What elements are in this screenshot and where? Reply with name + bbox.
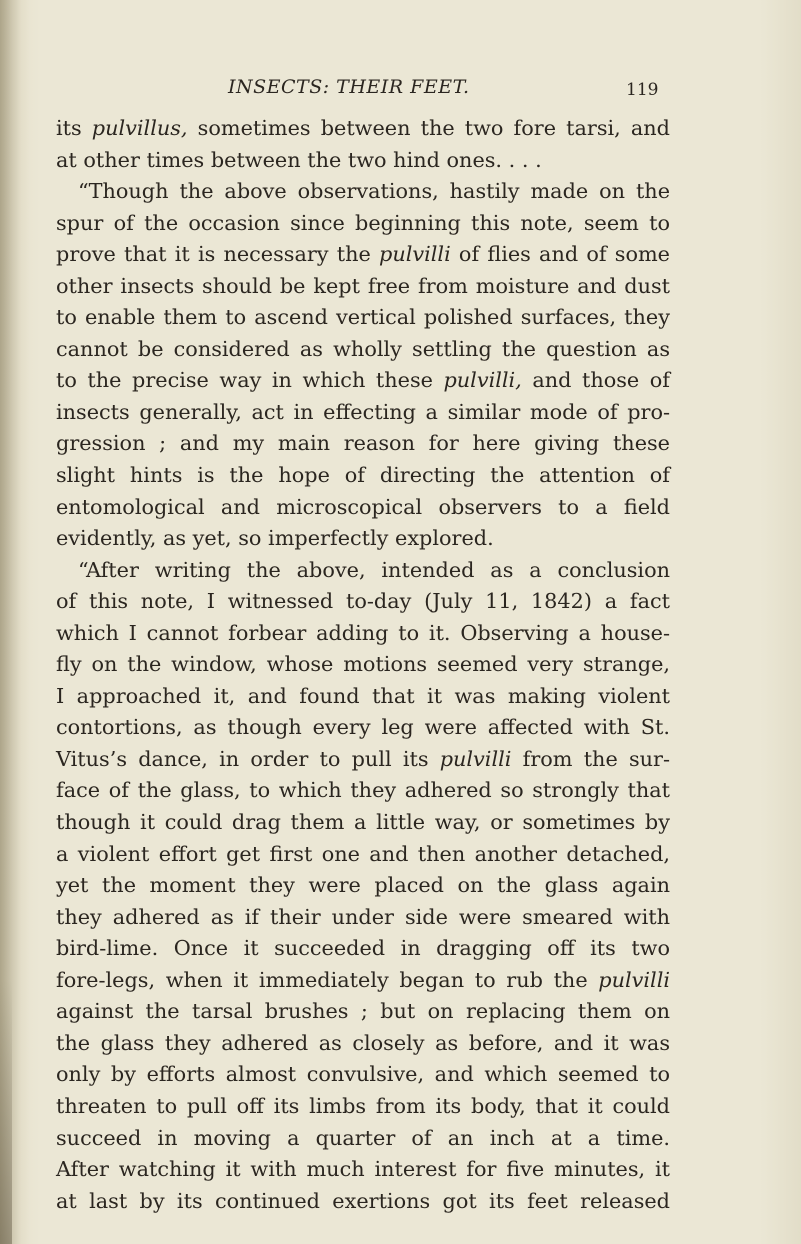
text-line bbox=[56, 996, 670, 1028]
text-run: slight hints is the hope of directing the attention of bbox=[56, 463, 670, 488]
text-line bbox=[56, 586, 670, 618]
italic-term: pulvillus, bbox=[91, 116, 188, 140]
text-run: to the precise way in which these bbox=[56, 368, 444, 393]
text-line bbox=[56, 681, 670, 713]
italic-term: pulvilli, bbox=[443, 368, 522, 393]
italic-term: pulvilli bbox=[379, 242, 451, 267]
text-run: of flies and of some bbox=[450, 242, 670, 267]
page-corner-shadow bbox=[0, 980, 12, 1244]
text-run: fly on the window, whose motions seemed very strange, bbox=[56, 652, 670, 677]
text-line bbox=[56, 523, 670, 555]
text-line bbox=[56, 1154, 670, 1186]
text-line bbox=[56, 176, 670, 208]
text-line bbox=[56, 965, 670, 997]
text-run: a violent effort get first one and then another detached, bbox=[56, 841, 670, 866]
text-line bbox=[56, 775, 670, 807]
text-run: they adhered as if their under side were smeared with bbox=[56, 904, 670, 929]
text-line bbox=[56, 302, 670, 334]
text-line bbox=[56, 460, 670, 492]
text-run: contortions, as though every leg were affected with St. bbox=[56, 715, 670, 740]
text-line bbox=[56, 870, 670, 902]
text-run: and those of bbox=[521, 368, 670, 393]
text-run: spur of the occasion since beginning this note, seem to bbox=[56, 210, 670, 235]
text-run: insects generally, act in effecting a similar mode of pro- bbox=[56, 399, 670, 424]
text-line bbox=[56, 334, 670, 366]
running-head: INSECTS: THEIR FEET. bbox=[228, 76, 470, 98]
text-line bbox=[56, 1028, 670, 1060]
text-line bbox=[56, 1123, 670, 1155]
italic-term: pulvilli bbox=[439, 746, 512, 771]
text-run: yet the moment they were placed on the glass again bbox=[56, 873, 670, 898]
text-run: to enable them to ascend vertical polished surfaces, they bbox=[56, 305, 670, 330]
text-run: entomological and microscopical observers to a field bbox=[56, 494, 670, 519]
text-line bbox=[56, 839, 670, 871]
page-number: 119 bbox=[626, 80, 659, 100]
text-line bbox=[56, 1091, 670, 1123]
text-run: only by efforts almost convulsive, and which seemed to bbox=[56, 1062, 670, 1087]
text-run: “After writing the above, intended as a conclusion bbox=[78, 557, 670, 582]
text-run: the glass they adhered as closely as before, and it was bbox=[56, 1030, 670, 1055]
text-line bbox=[56, 428, 670, 460]
text-line bbox=[56, 397, 670, 429]
text-run: I approached it, and found that it was making violent bbox=[56, 683, 670, 708]
text-line bbox=[56, 744, 670, 776]
text-line bbox=[56, 113, 670, 145]
text-run: cannot be considered as wholly settling the question as bbox=[56, 336, 670, 361]
text-line bbox=[56, 555, 670, 587]
text-run: sometimes between the two fore tarsi, and bbox=[187, 116, 670, 140]
text-run: evidently, as yet, so imperfectly explored. bbox=[56, 526, 494, 551]
text-line bbox=[56, 618, 670, 650]
text-run: “Though the above observations, hastily made on the bbox=[78, 179, 670, 204]
text-run: gression ; and my main reason for here giving these bbox=[56, 431, 670, 456]
text-line bbox=[56, 902, 670, 934]
text-line bbox=[56, 365, 670, 397]
italic-term: pulvilli bbox=[598, 967, 670, 992]
text-run: which I cannot forbear adding to it. Observing a house- bbox=[56, 620, 670, 645]
text-line bbox=[56, 492, 670, 524]
text-run: from the sur- bbox=[511, 746, 670, 771]
text-line bbox=[56, 933, 670, 965]
text-line bbox=[56, 649, 670, 681]
text-run: other insects should be kept free from moisture and dust bbox=[56, 273, 670, 298]
text-run: fore-legs, when it immediately began to rub the bbox=[56, 967, 599, 992]
text-run: After watching it with much interest for five minutes, it bbox=[56, 1157, 670, 1182]
text-run: succeed in moving a quarter of an inch at a time. bbox=[56, 1125, 670, 1150]
text-line bbox=[56, 1059, 670, 1091]
text-line bbox=[56, 1186, 670, 1218]
text-run: face of the glass, to which they adhered so strongly that bbox=[56, 778, 670, 803]
text-line bbox=[56, 712, 670, 744]
text-run: threaten to pull off its limbs from its body, that it could bbox=[56, 1093, 670, 1118]
text-run: of this note, I witnessed to-day (July 11, 1842) a fact bbox=[56, 589, 670, 614]
text-run: bird-lime. Once it succeeded in dragging off its two bbox=[56, 936, 670, 961]
text-line bbox=[56, 271, 670, 303]
text-run: at other times between the two hind ones. . . . bbox=[56, 147, 542, 172]
text-run: its bbox=[56, 116, 92, 140]
text-run: Vitus’s dance, in order to pull its bbox=[56, 746, 440, 771]
text-run: though it could drag them a little way, or sometimes by bbox=[56, 810, 670, 835]
text-line bbox=[56, 145, 670, 177]
text-run: against the tarsal brushes ; but on replacing them on bbox=[56, 999, 670, 1024]
text-line bbox=[56, 807, 670, 839]
body-text bbox=[56, 113, 670, 1217]
text-run: prove that it is necessary the bbox=[56, 242, 380, 267]
text-line bbox=[56, 239, 670, 271]
text-line bbox=[56, 208, 670, 240]
text-run: at last by its continued exertions got its feet released bbox=[56, 1188, 670, 1213]
